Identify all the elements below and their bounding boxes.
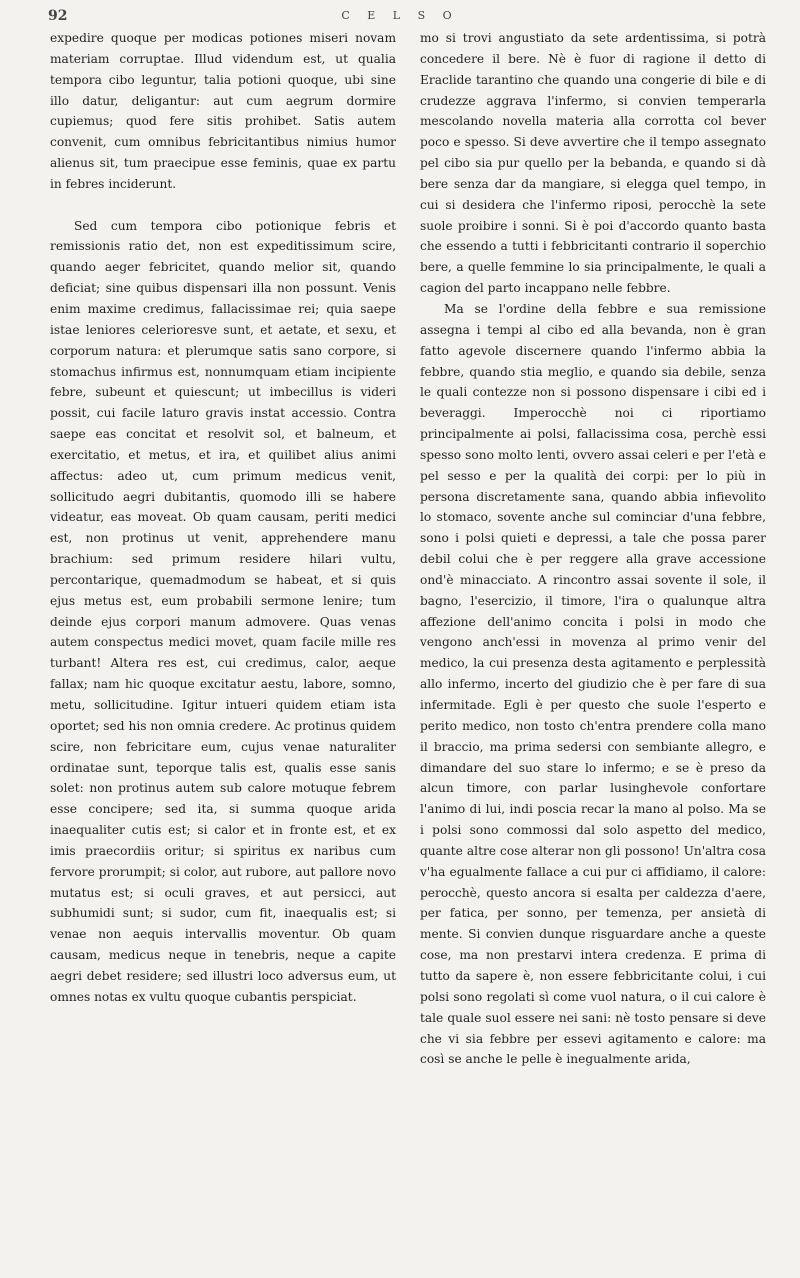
latin-text-column: [50, 28, 396, 1008]
page-header: [0, 8, 800, 30]
running-title: C E L S O: [341, 9, 459, 22]
italian-paragraph-1: mo si trovi angustiato da sete ardentissima, si potrà concedere il bere. Nè è fuor di ragione il detto di Eraclide tarantino che quando una congerie di bile e di crudezze aggrava l'infermo, si convien temperarla mescolando novella materia alla corrotta col bever poco e spesso. Si deve avvertire che il tempo assegnato pel cibo sia pur quello per la bebanda, e quando si dà bere senza dar da mangiare, si elegga quel tempo, in cui si desidera che l'infermo riposi, perocchè la sete suole proibire i sonni. Si è poi d'accordo quanto basta che essendo a tutti i febbricitanti contrario il soperchio bere, a quelle femmine lo sia principalmente, le quali a cagion del parto incappano nelle febbre.: [420, 31, 766, 296]
latin-paragraph-2: Sed cum tempora cibo potionique febris et remissionis ratio det, non est expeditissimum scire, quando aeger febricitet, quando melior sit, quando deficiat; sine quibus dispensari illa non possunt. Venis enim maxime credimus, fallacissimae rei; quia saepe istae leniores celerioresve sunt, et aetate, et sexu, et corporum natura: et plerumque satis sano corpore, si stomachus infirmus est, nonnumquam etiam incipiente febre, subeunt et quiescunt; ut imbecillus is videri possit, cui facile laturo gravis instat accessio. Contra saepe eas concitat et resolvit sol, et balneum, et exercitatio, et metus, et ira, et quilibet alius animi affectus: adeo ut, cum primum medicus venit, sollicitudo aegri dubitantis, quomodo illi se habere videatur, eas moveat. Ob quam causam, periti medici est, non protinus ut venit, apprehendere manu brachium: sed primum residere hilari vultu, percontarique, quemadmodum se habeat, et si quis ejus metus est, eum probabili sermone lenire; tum deinde ejus corpori manum admovere. Quas venas autem conspectus medici movet, quam facile mille res turbant! Altera res est, cui credimus, calor, aeque fallax; nam hic quoque excitatur aestu, labore, somno, metu, sollicitudine. Igitur intueri quidem etiam ista oportet; sed his non omnia credere. Ac protinus quidem scire, non febricitare eum, cujus venae naturaliter ordinatae sunt, teporque talis est, qualis esse sanis solet: non protinus autem sub calore motuque febrem esse concipere; sed ita, si summa quoque arida inaequaliter cutis est; si calor et in fronte est, et ex imis praecordiis oritur; si spiritus ex naribus cum fervore prorumpit; si color, aut rubore, aut pallore novo mutatus est; si oculi graves, et aut persicci, aut subhumidi sunt; si sudor, cum fit, inaequalis est; si venae non aequis intervallis moventur. Ob quam causam, medicus neque in tenebris, neque a capite aegri debet residere; sed illustri loco adversus eum, ut omnes notas ex vultu quoque cubantis perspiciat.: [50, 218, 396, 1004]
italian-text-column: [420, 28, 766, 1070]
page-number: 92: [48, 8, 68, 24]
latin-paragraph-1: expedire quoque per modicas potiones miseri novam materiam corruptae. Illud videndum est, ut qualia tempora cibo leguntur, talia potioni quoque, ubi sine illo datur, deligantur: aut cum aegrum dormire cupiemus; quod fere sitis prohibet. Satis autem convenit, cum omnibus febricitantibus nimius humor alienus sit, tum praecipue esse feminis, quae ex partu in febres inciderunt.: [50, 31, 396, 191]
italian-paragraph-2: Ma se l'ordine della febbre e sua remissione assegna i tempi al cibo ed alla bevanda, non è gran fatto agevole discernere quando l'infermo abbia la febbre, quando stia meglio, e quando sia debile, senza le quali contezze non si possono dispensare i cibi ed i beveraggi. Imperocchè noi ci riportiamo principalmente ai polsi, fallacissima cosa, perchè essi spesso sono molto lenti, ovvero assai celeri e per l'età e pel sesso e per la qualità dei corpi: per lo più in persona discretamente sana, quando abbia infievolito lo stomaco, sovente anche sul cominciar d'una febbre, sono i polsi quieti e depressi, a tale che possa parer debil colui che è per reggere alla grave accessione ond'è minacciato. A rincontro assai sovente il sole, il bagno, l'esercizio, il timore, l'ira o qualunque altra affezione dell'animo concita i polsi in modo che vengono anch'essi in movenza al primo venir del medico, la cui presenza desta agitamento e perplessità allo infermo, incerto del giudizio che è per fare di sua infermitade. Egli è per questo che suole l'esperto e perito medico, non tosto ch'entra prendere colla mano il braccio, ma prima sedersi con sembiante allegro, e dimandare del suo stare lo infermo; e se è preso da alcun timore, con parlar lusinghevole confortare l'animo di lui, indi poscia recar la mano al polso. Ma se i polsi sono commossi dal solo aspetto del medico, quante altre cose alterar non gli possono! Un'altra cosa v'ha egualmente fallace a cui pur ci affidiamo, il calore: perocchè, questo ancora si esalta per caldezza d'aere, per fatica, per sonno, per temenza, per ansietà di mente. Si convien dunque risguardare anche a queste cose, ma non prestarvi intera credenza. E prima di tutto da sapere è, non essere febbricitante colui, i cui polsi sono regolati sì come vuol natura, o il cui calore è tale quale suol essere nei sani: nè tosto pensare si deve che vi sia febbre per essevi agitamento e calore: ma così se anche le pelle è inegualmente arida,: [420, 301, 766, 1067]
